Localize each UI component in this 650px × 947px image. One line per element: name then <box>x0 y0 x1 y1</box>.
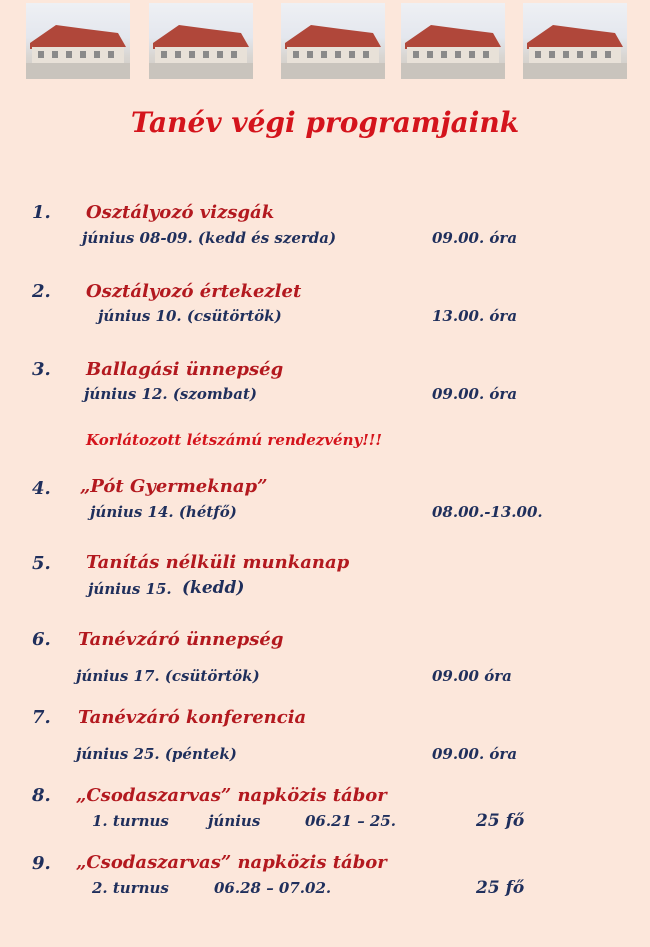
item-number: 9. <box>32 853 51 874</box>
participant-count: 25 fő <box>476 878 525 898</box>
event-title: Osztályozó vizsgák <box>86 202 275 223</box>
item-number: 7. <box>32 707 51 728</box>
event-title: Ballagási ünnepség <box>86 359 284 380</box>
turnus-label: 1. turnus <box>92 812 169 830</box>
item-number: 8. <box>32 785 51 806</box>
school-building-photo <box>149 3 253 79</box>
event-title: Tanítás nélküli munkanap <box>86 552 350 573</box>
event-date: június 15. <box>88 580 172 598</box>
participant-count: 25 fő <box>476 811 525 831</box>
event-date: június 10. (csütörtök) <box>98 307 282 325</box>
item-number: 1. <box>32 202 51 223</box>
event-time: 09.00 óra <box>432 667 512 685</box>
school-building-photo <box>523 3 627 79</box>
event-title: „Csodaszarvas” napközis tábor <box>76 785 387 806</box>
event-note: Korlátozott létszámú rendezvény!!! <box>86 431 382 449</box>
item-number: 2. <box>32 281 51 302</box>
event-title: Tanévzáró ünnepség <box>78 629 284 650</box>
school-building-photo <box>401 3 505 79</box>
event-date: június 12. (szombat) <box>84 385 257 403</box>
event-time: 09.00. óra <box>432 385 518 403</box>
event-time: 13.00. óra <box>432 307 518 325</box>
event-time: 08.00.-13.00. <box>432 503 543 521</box>
event-date: június 08-09. (kedd és szerda) <box>82 229 337 247</box>
school-building-photo <box>281 3 385 79</box>
event-title: Osztályozó értekezlet <box>86 281 302 302</box>
event-title: „Pót Gyermeknap” <box>80 476 268 497</box>
event-time: 09.00. óra <box>432 745 518 763</box>
turnus-label: 2. turnus <box>92 879 169 897</box>
event-date: június 14. (hétfő) <box>90 503 237 521</box>
item-number: 6. <box>32 629 51 650</box>
event-weekday: (kedd) <box>182 578 245 598</box>
school-building-photo <box>26 3 130 79</box>
event-title: Tanévzáró konferencia <box>78 707 307 728</box>
item-number: 4. <box>32 478 51 499</box>
turnus-month: június <box>208 812 261 830</box>
turnus-dates: 06.28 – 07.02. <box>214 879 332 897</box>
event-date: június 17. (csütörtök) <box>76 667 260 685</box>
turnus-dates: 06.21 – 25. <box>305 812 397 830</box>
event-time: 09.00. óra <box>432 229 518 247</box>
item-number: 5. <box>32 553 51 574</box>
item-number: 3. <box>32 359 51 380</box>
event-date: június 25. (péntek) <box>76 745 237 763</box>
header-photo-strip <box>0 3 650 79</box>
event-title: „Csodaszarvas” napközis tábor <box>76 852 387 873</box>
page-title: Tanév végi programjaink <box>130 106 520 139</box>
